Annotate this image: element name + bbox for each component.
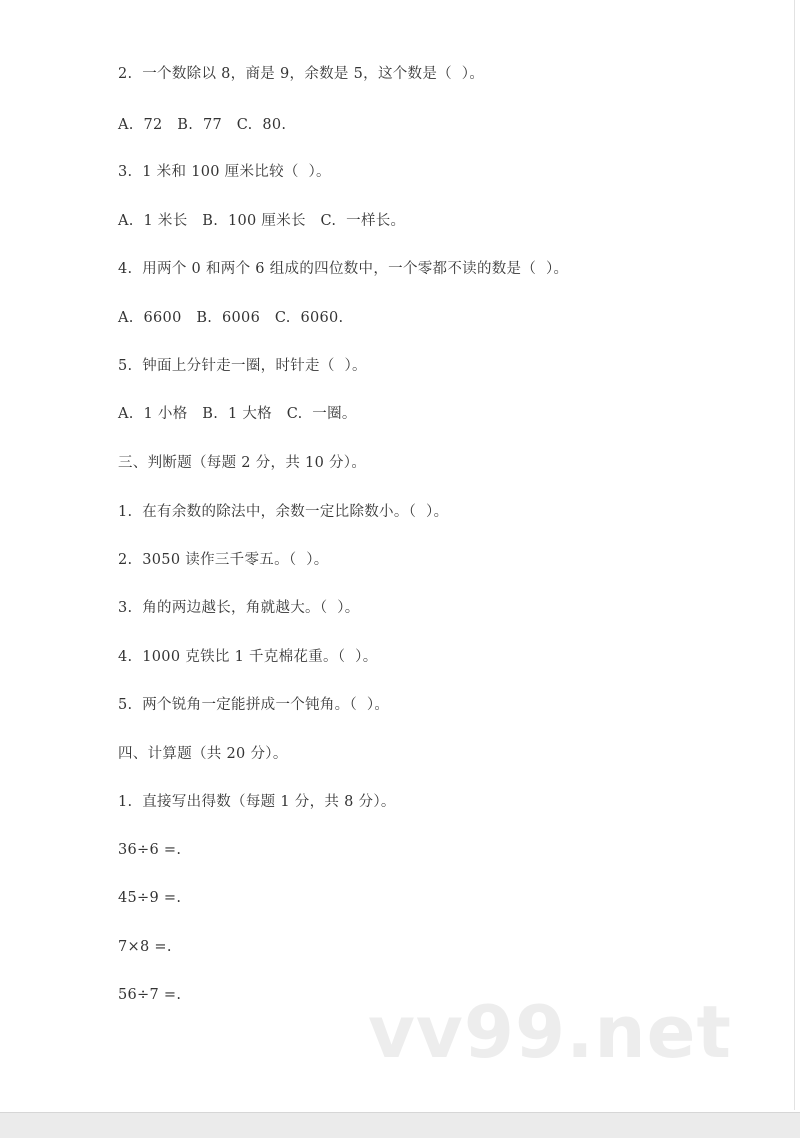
question-4-options: A. 6600 B. 6006 C. 6060. xyxy=(118,310,344,326)
judgement-item-4: 4. 1000 克铁比 1 千克棉花重。（ ）。 xyxy=(118,649,378,665)
judgement-item-2: 2. 3050 读作三千零五。（ ）。 xyxy=(118,552,329,568)
page-bottom-strip xyxy=(0,1112,800,1138)
calculation-item-3: 7×8 =. xyxy=(118,939,172,955)
calculation-item-1: 36÷6 =. xyxy=(118,842,182,858)
question-5-stem: 5. 钟面上分针走一圈，时针走（ ）。 xyxy=(118,358,367,374)
section-judgement-heading: 三、判断题（每题 2 分，共 10 分）。 xyxy=(118,455,367,471)
question-4-stem: 4. 用两个 0 和两个 6 组成的四位数中，一个零都不读的数是（ ）。 xyxy=(118,261,569,277)
watermark: vv99.net xyxy=(368,990,732,1074)
calculation-subheading: 1. 直接写出得数（每题 1 分，共 8 分）。 xyxy=(118,794,396,810)
question-5-options: A. 1 小格 B. 1 大格 C. 一圈。 xyxy=(118,406,357,422)
calculation-item-4: 56÷7 =. xyxy=(118,987,182,1003)
question-2-stem: 2. 一个数除以 8，商是 9，余数是 5，这个数是（ ）。 xyxy=(118,66,485,82)
judgement-item-5: 5. 两个锐角一定能拼成一个钝角。（ ）。 xyxy=(118,697,390,713)
section-calculation-heading: 四、计算题（共 20 分）。 xyxy=(118,746,288,762)
judgement-item-3: 3. 角的两边越长，角就越大。（ ）。 xyxy=(118,600,360,616)
question-3-stem: 3. 1 米和 100 厘米比较（ ）。 xyxy=(118,164,331,180)
question-2-options: A. 72 B. 77 C. 80. xyxy=(118,117,287,133)
calculation-item-2: 45÷9 =. xyxy=(118,890,182,906)
judgement-item-1: 1. 在有余数的除法中，余数一定比除数小。（ ）。 xyxy=(118,504,449,520)
question-3-options: A. 1 米长 B. 100 厘米长 C. 一样长。 xyxy=(118,213,406,229)
